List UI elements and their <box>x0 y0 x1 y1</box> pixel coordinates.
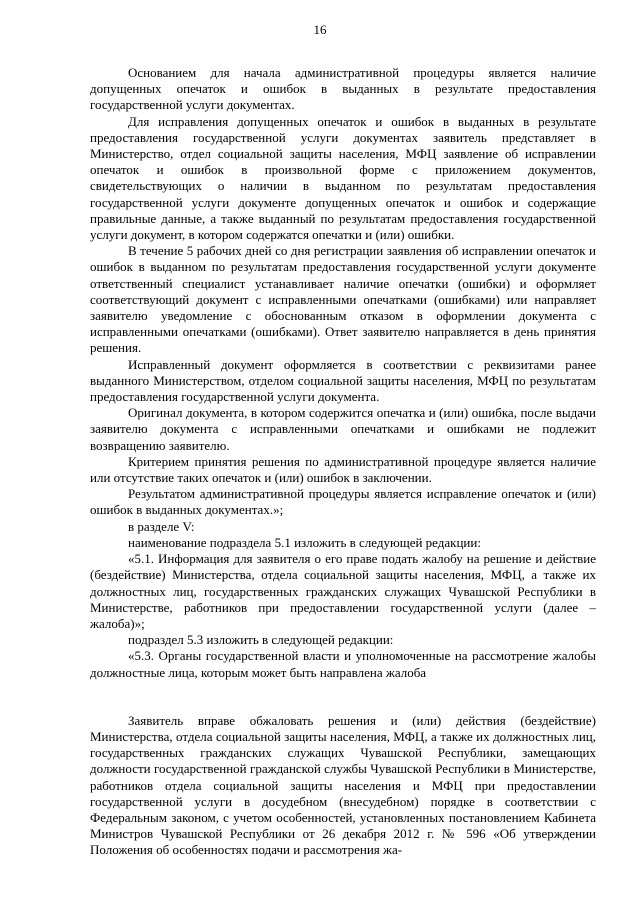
paragraph-original-document: Оригинал документа, в котором содержится опечатка и (или) ошибка, после выдачи заявителю документа с исправленными опечатками и ошибками не подлежит возвращению заявителю. <box>90 405 596 453</box>
document-body <box>90 65 596 859</box>
paragraph-basis: Основанием для начала административной процедуры является наличие допущенных опечаток и ошибок в выданных в результате предоставления государственной услуги документах. <box>90 65 596 113</box>
page-number: 16 <box>313 22 327 37</box>
paragraph-appeal-right: Заявитель вправе обжаловать решения и (или) действия (бездействие) Министерства, отдела социальной защиты населения, МФЦ, а также их должностных лиц, государственных гражданских служащих Чувашской Республики, замещающих должности государственной гражданской службы Чувашской Республики в Министерстве, работников отдела социальной защиты населения и МФЦ при предоставлении государственной услуги в досудебном (внесудебном) порядке в соответствии с Федеральным законом, с учетом особенностей, установленных постановлением Кабинета Министров Чувашской Республики от 26 декабря 2012 г. № 596 «Об утверждении Положения об особенностях подачи и рассмотрения жа- <box>90 712 596 858</box>
paragraph-subsection-5-1-title: наименование подраздела 5.1 изложить в следующей редакции: <box>128 534 481 550</box>
paragraph-subsection-5-3-heading: «5.3. Органы государственной власти и уполномоченные на рассмотрение жалобы должностные лица, которым может быть направлена жалоба <box>90 648 596 680</box>
paragraph-decision-criterion: Критерием принятия решения по административной процедуре является наличие или отсутствие таких опечаток и (или) ошибок в заключении. <box>90 453 596 486</box>
paragraph-subsection-5-1-text: «5.1. Информация для заявителя о его праве подать жалобу на решение и действие (бездействие) Министерства, отдела социальной защиты населения, МФЦ, а также их должностных лиц, государственных гражданских служащих Чувашской Республики в Министерстве, работников при предоставлении государственной услуги (далее – жалоба)»; <box>90 551 596 631</box>
paragraph-section-v: в разделе V: <box>128 518 195 534</box>
paragraph-five-day-term: В течение 5 рабочих дней со дня регистрации заявления об исправлении опечаток и ошибок в выданном по результатам предоставления государственной услуги документе ответственный специалист устанавливает наличие опечатки (ошибки) и оформляет соответствующий документ с исправленными опечатками (ошибками) или направляет заявителю уведомление с обоснованным отказом в оформлении документа с исправленными опечатками (ошибками). Ответ заявителю направляется в день принятия решения. <box>90 243 596 356</box>
paragraph-correction-request: Для исправления допущенных опечаток и ошибок в выданных в результате предоставления государственной услуги документах заявитель представляет в Министерство, отдел социальной защиты населения, МФЦ заявление об исправлении опечаток и ошибок в произвольной форме с приложением документов, свидетельствующих о наличии в выданном по результатам предоставления государственной услуги документе допущенных опечаток и ошибок и содержащие правильные данные, а также выданный по результатам предоставления государственной услуги документ, в котором содержатся опечатки и (или) ошибки. <box>90 113 596 243</box>
paragraph-procedure-result: Результатом административной процедуры является исправление опечаток и (или) ошибок в выданных документах.»; <box>90 486 596 518</box>
paragraph-subsection-5-3-title: подраздел 5.3 изложить в следующей редакции: <box>128 632 394 648</box>
paragraph-corrected-document: Исправленный документ оформляется в соответствии с реквизитами ранее выданного Министерством, отделом социальной защиты населения, МФЦ по результатам предоставления государственной услуги документа. <box>90 356 596 405</box>
